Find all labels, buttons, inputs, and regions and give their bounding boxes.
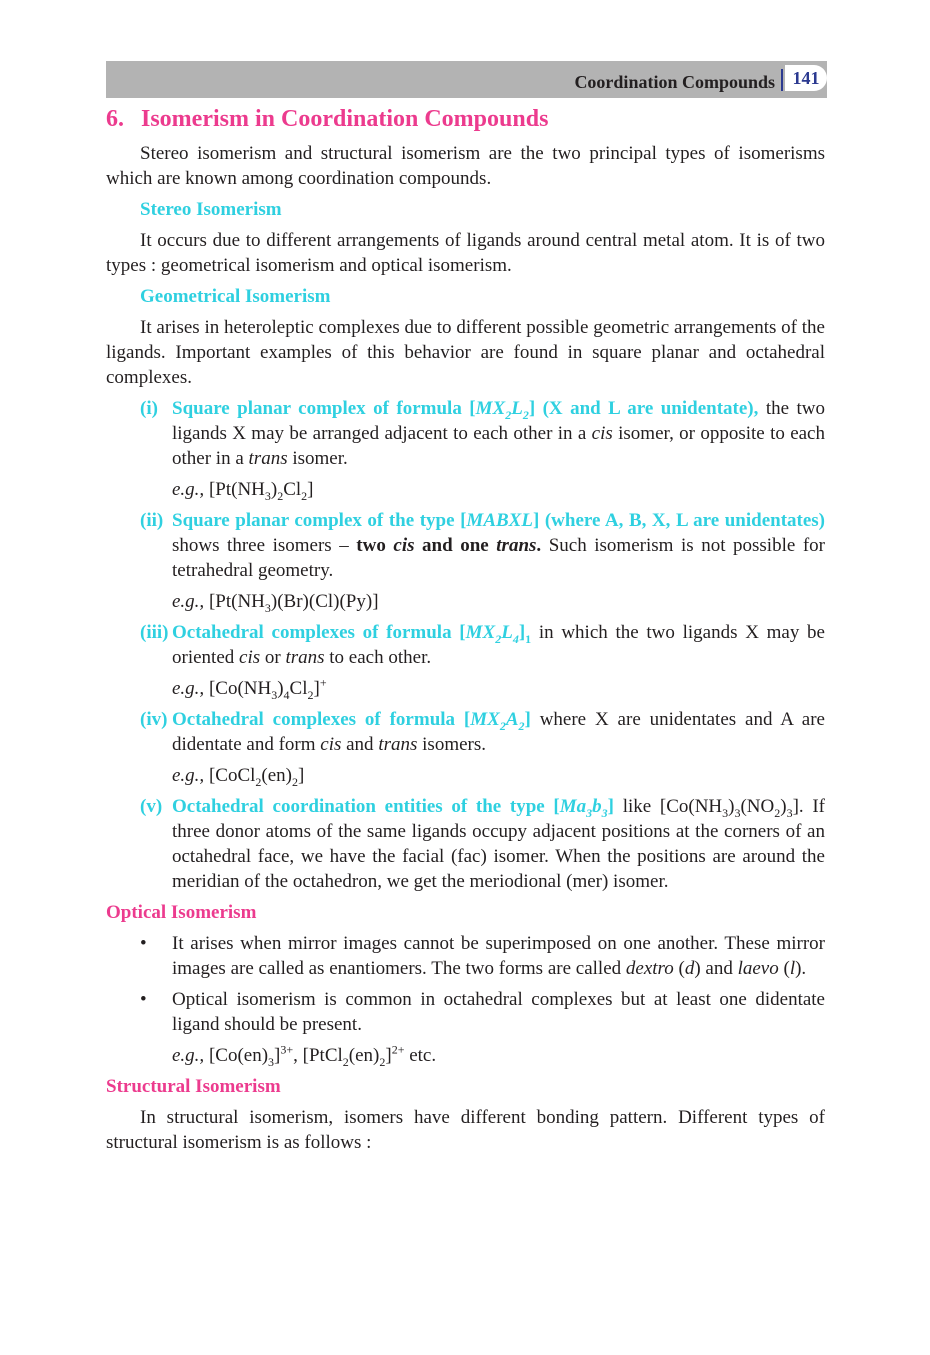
list-item-i: (i) Square planar complex of formula $[MX_2L_2]$ (X and L are unidentate), the two ligands X may be arranged adjacent to each other in a cis isomer, or opposite to each other in a trans isomer. <box>140 398 825 469</box>
structural-text: In structural isomerism, isomers have different bonding pattern. Different types of structural isomerism is as follows : <box>106 1107 825 1153</box>
section-heading <box>106 104 825 134</box>
example-iv: e.g., $[CoCl_2(en)_2]$ <box>172 765 305 789</box>
page-content <box>106 104 825 1161</box>
geometrical-heading: Geometrical Isomerism <box>140 286 331 307</box>
section-number: 6. <box>106 106 124 132</box>
item-marker: (iii) <box>140 622 169 643</box>
item-heading: Square planar complex of the type [MABXL] (where A, B, X, L are unidentates) <box>172 510 825 531</box>
item-marker: (v) <box>140 796 163 817</box>
list-item-iv: (iv) Octahedral complexes of formula $[MX_2A_2]$ where X are unidentates and A are didentate and form cis and trans isomers. <box>140 709 825 755</box>
item-heading: Octahedral complexes of formula $[MX_2L_4]_1$ <box>172 622 532 646</box>
item-heading: Octahedral complexes of formula $[MX_2A_2]$ <box>172 709 531 733</box>
optical-heading: Optical Isomerism <box>106 902 257 923</box>
example-optical: e.g., $[Co(en)_3]^{3+}$, $[PtCl_2(en)_2]^{2+}$ etc. <box>172 1042 437 1069</box>
header-divider <box>781 69 783 91</box>
header-title: Coordination Compounds <box>574 72 775 92</box>
item-heading: Octahedral coordination entities of the type $[Ma_3b_3]$ <box>172 796 614 820</box>
item-heading: Square planar complex of formula $[MX_2L_2]$ (X and L are unidentate), <box>172 398 759 422</box>
running-header <box>106 61 827 98</box>
optical-bullet-1: • It arises when mirror images cannot be superimposed on one another. These mirror images are called as enantiomers. The two forms are called dextro (d) and laevo (l). <box>140 933 825 979</box>
example-ii: e.g., $[Pt(NH_3)(Br)(Cl)(Py)]$ <box>172 591 379 615</box>
bullet-marker: • <box>140 933 147 954</box>
section-intro: Stereo isomerism and structural isomerism are the two principal types of isomerisms which are known among coordination compounds. <box>106 143 825 189</box>
geometrical-text: It arises in heteroleptic complexes due to different possible geometric arrangements of the ligands. Important examples of this behavior are found in square planar and octahedral complexes. <box>106 317 825 388</box>
list-item-ii: (ii) Square planar complex of the type [MABXL] (where A, B, X, L are unidentates) shows three isomers – two cis and one trans. Such isomerism is not possible for tetrahedral geometry. <box>140 510 825 581</box>
bullet-marker: • <box>140 989 147 1010</box>
section-title: Isomerism in Coordination Compounds <box>141 106 549 132</box>
structural-heading: Structural Isomerism <box>106 1076 281 1097</box>
stereo-heading: Stereo Isomerism <box>140 199 282 220</box>
list-item-v: (v) Octahedral coordination entities of the type $[Ma_3b_3]$ like $[Co(NH_3)_3(NO_2)_3]$. If three donor atoms of the same ligands occupy adjacent positions at the corners of an octahedral face, we have the facial (fac) isomer. When the positions are around the meridian of the octahedron, we get the meriodional (mer) isomer. <box>140 796 825 892</box>
example-iii: e.g., $[Co(NH_3)_4Cl_2]^+$ <box>172 675 327 702</box>
item-marker: (iv) <box>140 709 168 730</box>
stereo-text: It occurs due to different arrangements of ligands around central metal atom. It is of two types : geometrical isomerism and optical isomerism. <box>106 230 825 276</box>
list-item-iii: (iii) Octahedral complexes of formula $[MX_2L_4]_1$ in which the two ligands X may be oriented cis or trans to each other. <box>140 622 825 668</box>
optical-bullet-2: • Optical isomerism is common in octahedral complexes but at least one didentate ligand should be present. <box>140 989 825 1035</box>
page-number: 141 <box>785 65 827 91</box>
example-i: e.g., $[Pt(NH_3)_2Cl_2]$ <box>172 479 314 503</box>
item-marker: (ii) <box>140 510 164 531</box>
item-marker: (i) <box>140 398 158 419</box>
